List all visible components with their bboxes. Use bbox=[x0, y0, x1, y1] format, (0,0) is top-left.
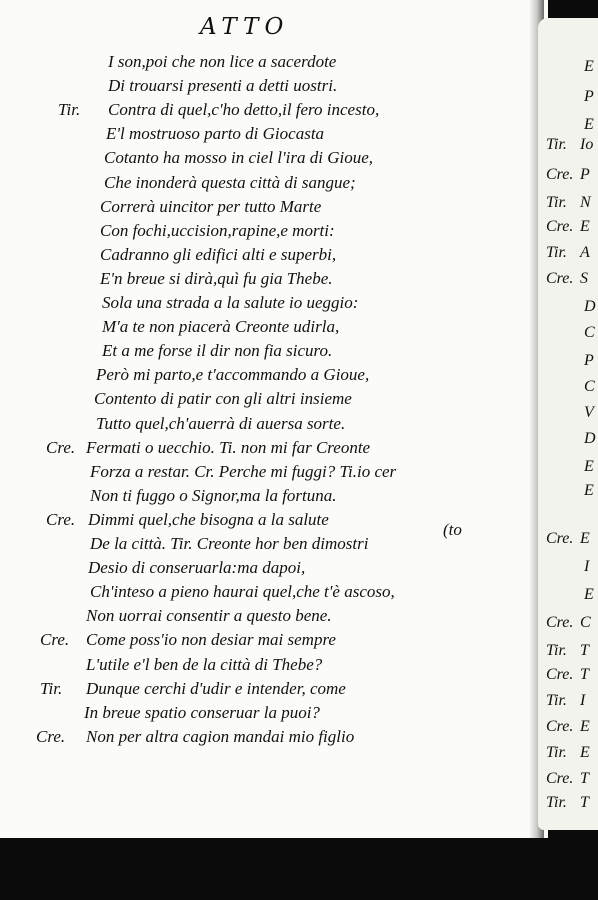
speaker-label: Cre. bbox=[546, 166, 574, 183]
verse-fragment: E bbox=[580, 218, 590, 235]
speaker-label: Tir. bbox=[546, 642, 567, 659]
text-line bbox=[0, 534, 520, 558]
right-text-line bbox=[538, 116, 598, 138]
right-text-line bbox=[538, 58, 598, 80]
speaker-label: Tir. bbox=[546, 692, 567, 709]
verse-text: Cotanto ha mosso in ciel l'ira di Gioue, bbox=[104, 148, 374, 168]
verse-fragment: I bbox=[580, 692, 586, 709]
right-text-line bbox=[538, 218, 598, 240]
verse-fragment: C bbox=[580, 614, 591, 631]
text-line bbox=[0, 245, 520, 269]
right-text-line bbox=[538, 744, 598, 766]
verse-text: Tutto quel,ch'auerrà di auersa sorte. bbox=[96, 413, 346, 433]
right-text-line bbox=[538, 244, 598, 266]
verse-fragment: E bbox=[584, 458, 594, 475]
speaker-label: Tir. bbox=[40, 678, 63, 698]
text-line bbox=[0, 317, 520, 341]
verse-text: Sola una strada a la salute io ueggio: bbox=[102, 293, 359, 312]
verse-text: Correrà uincitor per tutto Marte bbox=[100, 196, 322, 216]
verse-fragment: P bbox=[584, 88, 594, 105]
verse-text: Però mi parto,e t'accommando a Gioue, bbox=[96, 365, 370, 385]
verse-fragment: T bbox=[580, 642, 589, 659]
verse-text: Fermati o uecchio. Ti. non mi far Creonte bbox=[86, 437, 371, 457]
text-line bbox=[0, 486, 520, 510]
text-line bbox=[0, 221, 520, 245]
verse-text: E'l mostruoso parto di Giocasta bbox=[106, 124, 325, 144]
text-line bbox=[0, 52, 520, 76]
speaker-label: Cre. bbox=[546, 666, 574, 683]
speaker-label: Tir. bbox=[546, 244, 567, 261]
speaker-label: Cre. bbox=[46, 437, 76, 457]
right-text-line bbox=[538, 614, 598, 636]
text-line bbox=[0, 365, 520, 389]
verse-fragment: E bbox=[584, 482, 594, 499]
right-text-line bbox=[538, 378, 598, 400]
verse-text: Et a me forse il dir non fia sicuro. bbox=[102, 341, 333, 361]
verse-fragment: I bbox=[584, 558, 590, 575]
right-text-line bbox=[538, 430, 598, 452]
speaker-label: Tir. bbox=[546, 194, 567, 211]
right-text-line bbox=[538, 558, 598, 580]
text-line bbox=[0, 269, 520, 293]
verse-text: Con fochi,uccision,rapine,e morti: bbox=[100, 220, 335, 240]
verse-text: Desio di conseruarla:ma dapoi, bbox=[88, 558, 306, 578]
text-line bbox=[0, 630, 520, 654]
right-text-line bbox=[538, 642, 598, 664]
text-line bbox=[0, 389, 520, 413]
right-text-line bbox=[538, 458, 598, 480]
right-text-line bbox=[538, 298, 598, 320]
text-line bbox=[0, 293, 520, 317]
text-line bbox=[0, 341, 520, 365]
verse-fragment: E bbox=[584, 58, 594, 75]
right-text-line bbox=[538, 88, 598, 110]
text-line bbox=[0, 124, 520, 148]
right-text-line bbox=[538, 404, 598, 426]
verse-text: E'n breue si dirà,quì fu gia Thebe. bbox=[100, 268, 333, 288]
text-line bbox=[0, 173, 520, 197]
verse-fragment: S bbox=[580, 270, 588, 287]
verse-fragment: T bbox=[580, 794, 589, 811]
verse-fragment: P bbox=[580, 166, 590, 183]
text-line bbox=[0, 438, 520, 462]
text-line bbox=[0, 148, 520, 172]
text-line bbox=[0, 462, 520, 486]
text-line bbox=[0, 510, 520, 534]
right-text-line bbox=[538, 586, 598, 608]
right-page bbox=[538, 18, 598, 830]
verse-fragment: T bbox=[580, 666, 589, 683]
verse-text: Ch'inteso a pieno haurai quel,che t'è ascoso, bbox=[90, 582, 395, 602]
verse-text: Dunque cerchi d'udir e intender, come bbox=[86, 678, 346, 698]
right-text-line bbox=[538, 692, 598, 714]
text-line bbox=[0, 655, 520, 679]
text-line bbox=[0, 679, 520, 703]
verse-fragment: E bbox=[580, 718, 590, 735]
speaker-label: Cre. bbox=[546, 614, 574, 631]
verse-text: L'utile e'l ben de la città di Thebe? bbox=[86, 654, 323, 674]
verse-fragment: C bbox=[584, 324, 595, 341]
text-line bbox=[0, 727, 520, 751]
speaker-label: Cre. bbox=[36, 726, 66, 746]
verse-fragment: A bbox=[580, 244, 590, 261]
page-header: ATTO bbox=[200, 14, 290, 40]
speaker-label: Cre. bbox=[46, 509, 76, 529]
verse-fragment: E bbox=[584, 586, 594, 603]
right-text-line bbox=[538, 530, 598, 552]
verse-fragment: E bbox=[580, 744, 590, 761]
speaker-label: Cre. bbox=[546, 270, 574, 287]
verse-text: Non uorrai consentir a questo bene. bbox=[86, 606, 332, 626]
text-line bbox=[0, 197, 520, 221]
speaker-label: Cre. bbox=[546, 218, 574, 235]
verse-text: M'a te non piacerà Creonte udirla, bbox=[102, 317, 340, 337]
verse-text: Contento di patir con gli altri insieme bbox=[94, 389, 352, 409]
speaker-label: Cre. bbox=[546, 718, 574, 735]
verse-fragment: Io bbox=[580, 136, 594, 153]
text-line bbox=[0, 414, 520, 438]
verse-text: In breue spatio conseruar la puoi? bbox=[84, 702, 320, 722]
right-text-line bbox=[538, 352, 598, 374]
verse-fragment: C bbox=[584, 378, 595, 395]
verse-text: Contra di quel,c'ho detto,il fero incesto, bbox=[108, 100, 380, 120]
right-text-line bbox=[538, 324, 598, 346]
verse-fragment: N bbox=[580, 194, 591, 211]
verse-text: Come poss'io non desiar mai sempre bbox=[86, 630, 336, 650]
speaker-label: Tir. bbox=[546, 744, 567, 761]
speaker-label: Tir. bbox=[546, 794, 567, 811]
right-text-line bbox=[538, 718, 598, 740]
right-text-line bbox=[538, 270, 598, 292]
verse-text: I son,poi che non lice a sacerdote bbox=[108, 52, 337, 71]
text-line bbox=[0, 703, 520, 727]
right-text-line bbox=[538, 482, 598, 504]
verse-fragment: E bbox=[580, 530, 590, 547]
verse-text: Non per altra cagion mandai mio figlio bbox=[86, 726, 355, 746]
verse-fragment: D bbox=[584, 430, 596, 447]
verse-fragment: E bbox=[584, 116, 594, 133]
right-text-line bbox=[538, 136, 598, 158]
speaker-label: Tir. bbox=[546, 136, 567, 153]
right-text-line bbox=[538, 794, 598, 816]
text-line bbox=[0, 100, 520, 124]
page-bottom-edge bbox=[0, 838, 598, 900]
verse-fragment: T bbox=[580, 770, 589, 787]
verse-fragment: P bbox=[584, 352, 594, 369]
right-text-line bbox=[538, 770, 598, 792]
verse-fragment: D bbox=[584, 298, 596, 315]
verse-fragment: V bbox=[584, 404, 594, 421]
speaker-label: Cre. bbox=[546, 770, 574, 787]
text-line bbox=[0, 582, 520, 606]
verse-text: Forza a restar. Cr. Perche mi fuggi? Ti.io cer bbox=[90, 461, 397, 481]
verse-text: Dimmi quel,che bisogna a la salute bbox=[88, 509, 329, 529]
verse-text: Cadranno gli edifici alti e superbi, bbox=[100, 244, 337, 264]
verse-text: De la città. Tir. Creonte hor ben dimostri bbox=[90, 534, 369, 553]
verse-text: Di trouarsi presenti a detti uostri. bbox=[108, 76, 338, 96]
text-line bbox=[0, 606, 520, 630]
speaker-label: Tir. bbox=[58, 100, 81, 120]
verse-text: Che inonderà questa città di sangue; bbox=[104, 172, 356, 192]
speaker-label: Cre. bbox=[40, 630, 70, 650]
aside-fragment: (to bbox=[443, 520, 462, 539]
speaker-label: Cre. bbox=[546, 530, 574, 547]
right-text-line bbox=[538, 166, 598, 188]
right-text-line bbox=[538, 194, 598, 216]
text-line bbox=[0, 76, 520, 100]
right-text-line bbox=[538, 666, 598, 688]
text-line bbox=[0, 558, 520, 582]
verse-text: Non ti fuggo o Signor,ma la fortuna. bbox=[90, 485, 337, 505]
